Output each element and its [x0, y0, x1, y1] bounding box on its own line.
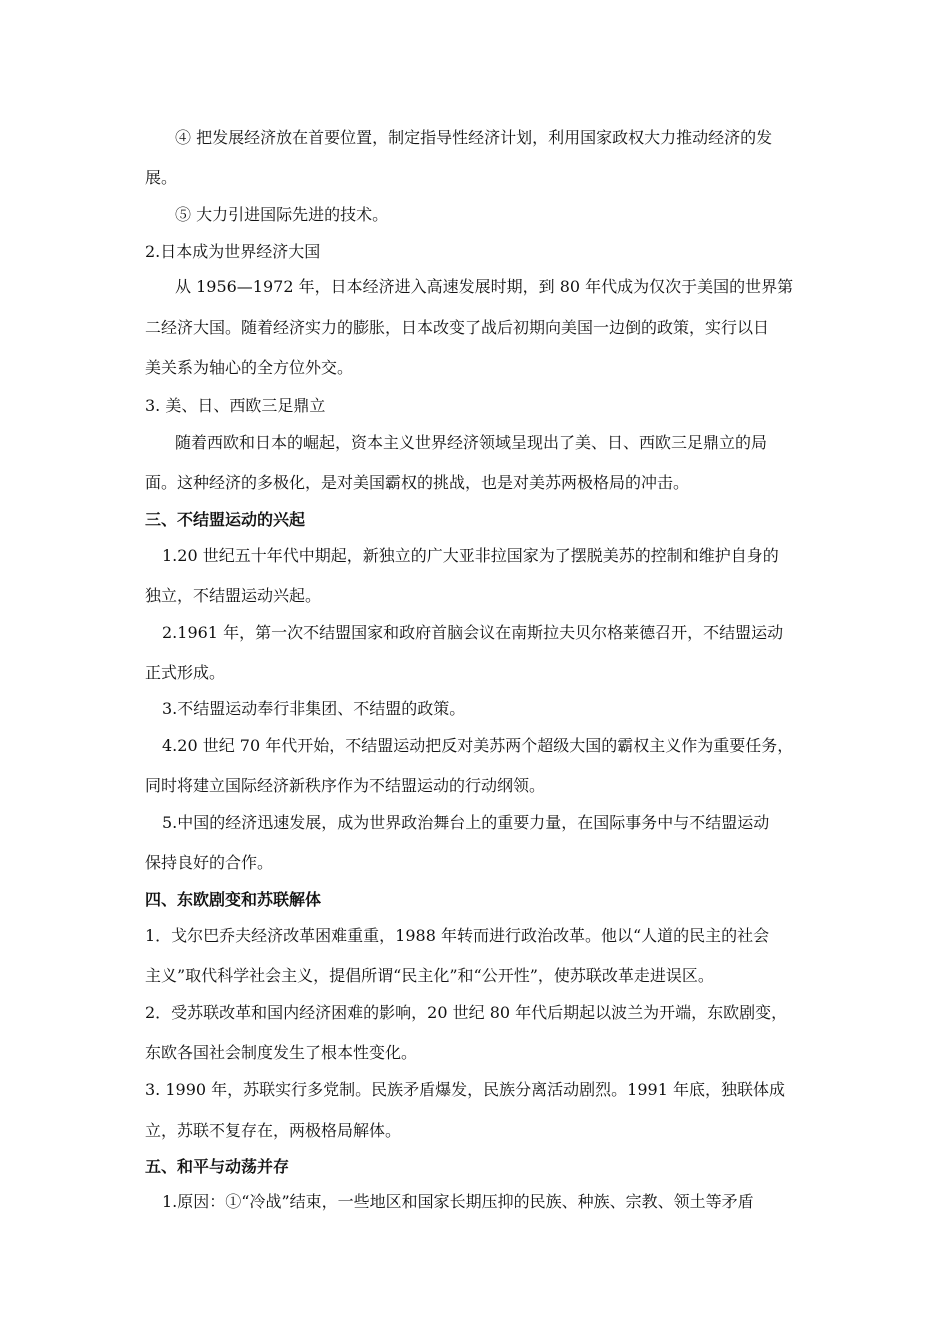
list-item-line: 1.20 世纪五十年代中期起，新独立的广大亚非拉国家为了摆脱美苏的控制和维护自身的 — [162, 546, 779, 565]
list-item-line: 3.不结盟运动奉行非集团、不结盟的政策。 — [162, 699, 466, 718]
section-heading: 四、东欧剧变和苏联解体 — [145, 890, 322, 909]
section-subheading: 3. 美、日、西欧三足鼎立 — [145, 396, 326, 415]
section-heading: 五、和平与动荡并存 — [145, 1157, 290, 1176]
paragraph-line: 展。 — [145, 168, 178, 187]
list-item-line: 4.20 世纪 70 年代开始，不结盟运动把反对美苏两个超级大国的霸权主义作为重要任务， — [162, 736, 794, 755]
list-item-line: 2.1961 年，第一次不结盟国家和政府首脑会议在南斯拉夫贝尔格莱德召开，不结盟运动 — [162, 623, 784, 642]
list-item-line: 1．戈尔巴乔夫经济改革困难重重，1988 年转而进行政治改革。他以“人道的民主的社会 — [145, 926, 770, 945]
paragraph-line: 二经济大国。随着经济实力的膨胀，日本改变了战后初期向美国一边倒的政策，实行以日 — [145, 318, 770, 337]
paragraph-line: ⑤ 大力引进国际先进的技术。 — [175, 205, 389, 224]
list-item-line: 3. 1990 年，苏联实行多党制。民族矛盾爆发，民族分离活动剧烈。1991 年底，独联体成 — [145, 1080, 785, 1099]
list-item-line: 主义”取代科学社会主义，提倡所谓“民主化”和“公开性”，使苏联改革走进误区。 — [145, 966, 714, 985]
list-item-line: 独立，不结盟运动兴起。 — [145, 586, 322, 605]
paragraph-line: ④ 把发展经济放在首要位置，制定指导性经济计划，利用国家政权大力推动经济的发 — [175, 128, 773, 147]
list-item-line: 正式形成。 — [145, 663, 226, 682]
section-subheading: 2.日本成为世界经济大国 — [145, 242, 321, 261]
section-heading: 三、不结盟运动的兴起 — [145, 510, 306, 529]
paragraph-line: 面。这种经济的多极化，是对美国霸权的挑战，也是对美苏两极格局的冲击。 — [145, 473, 690, 492]
list-item-line: 2．受苏联改革和国内经济困难的影响，20 世纪 80 年代后期起以波兰为开端，东欧剧变， — [145, 1003, 788, 1022]
paragraph-line: 美关系为轴心的全方位外交。 — [145, 358, 354, 377]
list-item-line: 1.原因：①“冷战”结束，一些地区和国家长期压抑的民族、种族、宗教、领土等矛盾 — [162, 1192, 754, 1211]
list-item-line: 5.中国的经济迅速发展，成为世界政治舞台上的重要力量，在国际事务中与不结盟运动 — [162, 813, 770, 832]
paragraph-line: 随着西欧和日本的崛起，资本主义世界经济领域呈现出了美、日、西欧三足鼎立的局 — [175, 433, 768, 452]
list-item-line: 同时将建立国际经济新秩序作为不结盟运动的行动纲领。 — [145, 776, 546, 795]
list-item-line: 东欧各国社会制度发生了根本性变化。 — [145, 1043, 418, 1062]
list-item-line: 立，苏联不复存在，两极格局解体。 — [145, 1121, 402, 1140]
list-item-line: 保持良好的合作。 — [145, 853, 274, 872]
paragraph-line: 从 1956—1972 年，日本经济进入高速发展时期，到 80 年代成为仅次于美国的世界第 — [175, 277, 794, 296]
